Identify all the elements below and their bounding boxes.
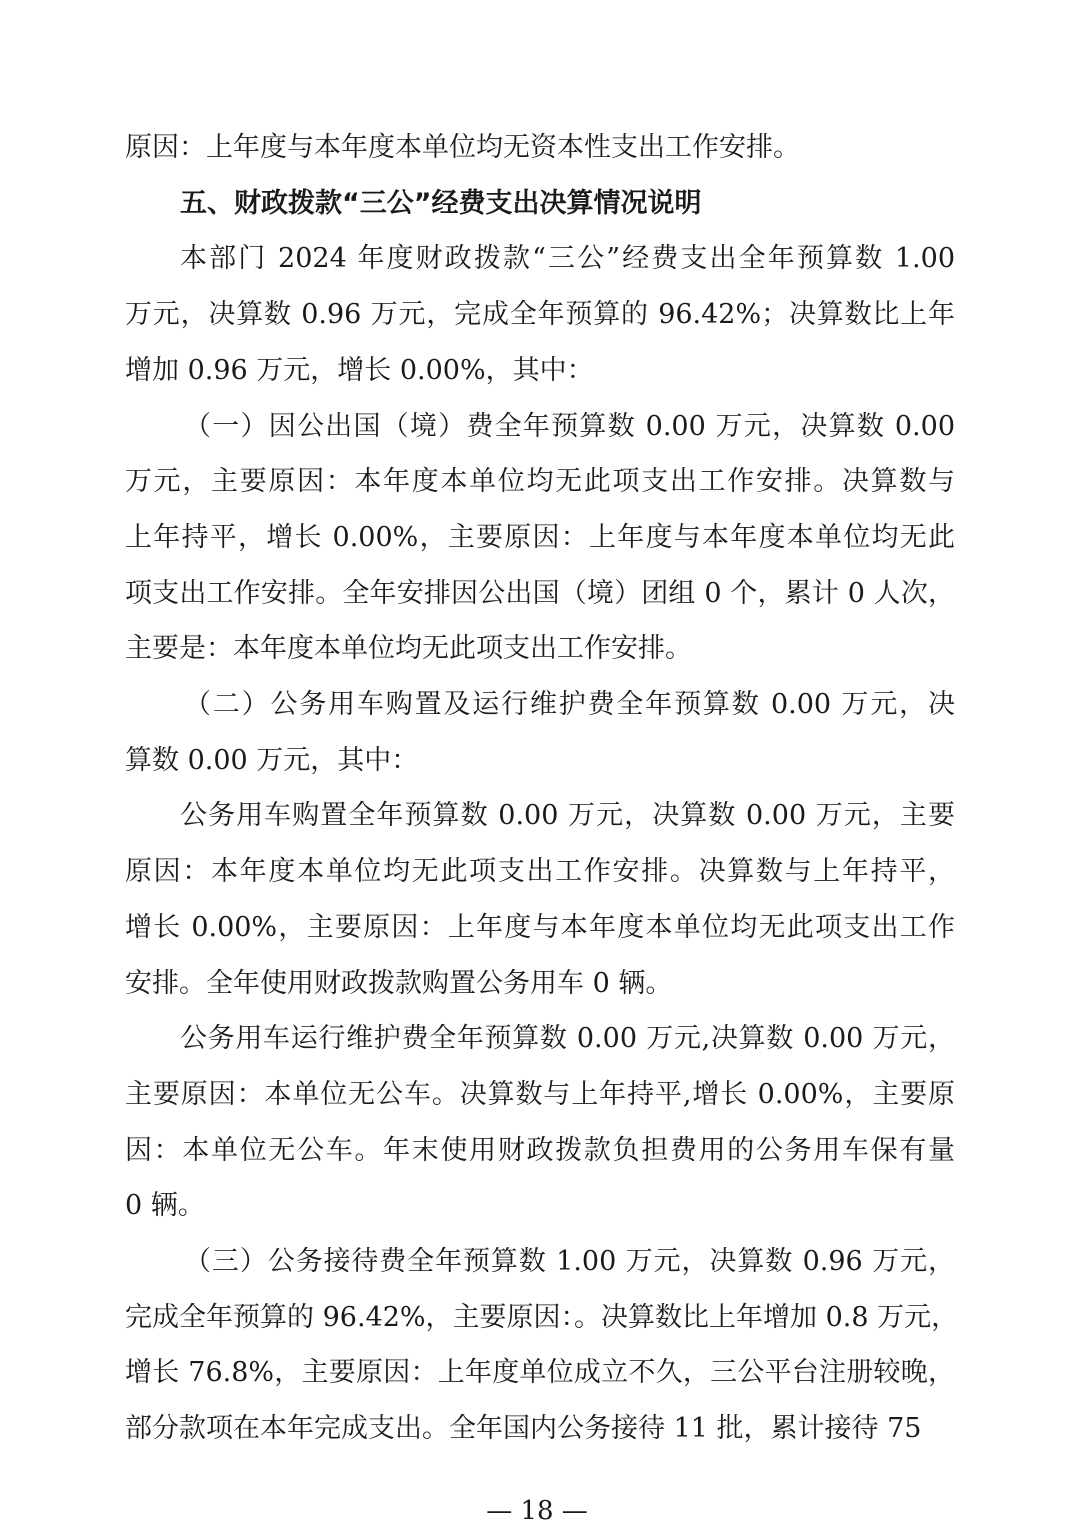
text-line: 公务用车运行维护费全年预算数 0.00 万元,决算数 0.00 万元，	[180, 1023, 955, 1055]
text-line: 原因：本年度本单位均无此项支出工作安排。决算数与上年持平，	[125, 856, 955, 888]
text-line: 增长 0.00%，主要原因：上年度与本年度本单位均无此项支出工作	[125, 911, 955, 943]
text-line: 因：本单位无公车。年末使用财政拨款负担费用的公务用车保有量	[125, 1134, 955, 1166]
text-line: 主要原因：本单位无公车。决算数与上年持平,增长 0.00%，主要原	[125, 1078, 955, 1110]
text-line: 万元，主要原因：本年度本单位均无此项支出工作安排。决算数与	[125, 466, 955, 498]
text-line: 算数 0.00 万元，其中：	[125, 744, 419, 776]
text-line: 万元，决算数 0.96 万元，完成全年预算的 96.42%；决算数比上年	[125, 299, 955, 331]
text-line: 公务用车购置全年预算数 0.00 万元，决算数 0.00 万元，主要	[180, 800, 955, 832]
text-line: 安排。全年使用财政拨款购置公务用车 0 辆。	[125, 967, 673, 999]
text-line: 增加 0.96 万元，增长 0.00%，其中：	[125, 354, 594, 386]
text-line: （三）公务接待费全年预算数 1.00 万元，决算数 0.96 万元，	[184, 1246, 955, 1277]
text-line: 上年持平，增长 0.00%，主要原因：上年度与本年度本单位均无此	[125, 521, 955, 553]
text-line: 增长 76.8%，主要原因：上年度单位成立不久，三公平台注册较晚，	[125, 1357, 955, 1389]
heading-text: 五、财政拨款“三公”经费支出决算情况说明	[180, 187, 702, 219]
text-line: 0 辆。	[125, 1190, 205, 1222]
text-line: 原因：上年度与本年度本单位均无资本性支出工作安排。	[125, 132, 800, 163]
text-line: 完成全年预算的 96.42%，主要原因：。决算数比上年增加 0.8 万元，	[125, 1301, 959, 1333]
text-line: 部分款项在本年完成支出。全年国内公务接待 11 批，累计接待 75	[125, 1413, 922, 1445]
text-line: （一）因公出国（境）费全年预算数 0.00 万元，决算数 0.00	[184, 410, 955, 442]
text-line: 主要是：本年度本单位均无此项支出工作安排。	[125, 633, 692, 665]
page-number: — 18 —	[486, 1496, 588, 1526]
text-line: （二）公务用车购置及运行维护费全年预算数 0.00 万元，决	[184, 689, 955, 720]
text-line: 项支出工作安排。全年安排因公出国（境）团组 0 个，累计 0 人次，	[125, 577, 955, 609]
text-line: 本部门 2024 年度财政拨款“三公”经费支出全年预算数 1.00	[180, 243, 955, 275]
